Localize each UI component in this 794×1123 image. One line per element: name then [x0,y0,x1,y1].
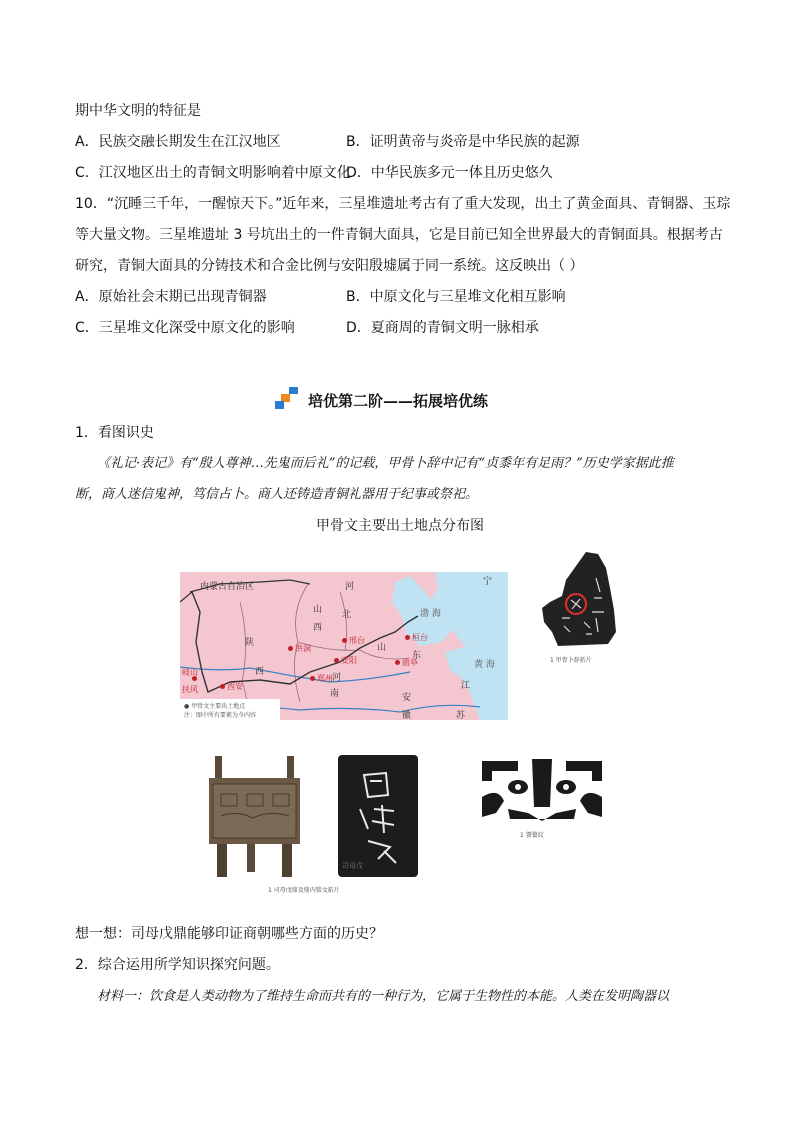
map-dot-qufu [395,660,400,665]
map-region-henan-1: 河 [332,673,342,683]
map-region-ning: 宁 [483,577,493,587]
inscription-glyphs [338,755,418,877]
map-city-qufu: 曲阜 [402,658,418,667]
ding-caption: 1 司母戊鼎及鼎内铭文拓片 [268,887,340,894]
map-region-shaanxi-1: 陕 [245,638,255,648]
q1-paragraph-1: 《礼记·表记》有“殷人尊神…先鬼而后礼”的记载，甲骨卜辞中记有“贞黍年有足雨？”历史学家据此推 [97,456,674,471]
oracle-caption: 1 甲骨卜辞拓片 [550,657,592,664]
q10-line-1: 10．“沉睡三千年，一醒惊天下。”近年来，三星堆遗址考古有了重大发现，出土了黄金面具、青铜器、玉琮 [75,196,731,212]
map-region-jiangsu-2: 苏 [456,711,466,720]
map-dot-xingtai [342,638,347,643]
q9-option-c: C．江汉地区出土的青铜文明影响着中原文化 [75,165,351,181]
map-sea-huanghai: 黄 海 [474,660,495,670]
map-region-hebei-he: 河 [345,582,355,592]
map-dot-xian [220,684,225,689]
map-sea-bohai: 渤 海 [420,609,441,619]
map-region-shanxi-1: 山 [313,605,323,615]
map-region-hebei-north: 北 [342,610,352,620]
q10-line-2: 等大量文物。三星堆遗址 3 号坑出土的一件青铜大面具，它是目前已知全世界最大的青铜面具。根据考古 [75,227,723,243]
map-city-fufeng: 扶风 [182,685,198,694]
map-region-shandong-2: 东 [412,651,422,661]
map-graphics [180,572,508,720]
map-region-henan-2: 南 [330,689,340,699]
taotie-pattern [478,757,606,825]
map-city-qishan: 岐山 [182,668,198,677]
map-region-shandong-1: 山 [377,643,387,653]
section-title: 培优第二阶——拓展培优练 [308,392,489,410]
q9-option-a: A．民族交融长期发生在江汉地区 [75,134,281,150]
map-dot-anyang [334,658,339,663]
q1-heading: 1．看图识史 [75,425,154,441]
q2-heading: 2．综合运用所学知识探究问题。 [75,957,280,973]
q10-option-d: D．夏商周的青铜文明一脉相承 [346,320,539,336]
q9-option-b: B．证明黄帝与炎帝是中华民族的起源 [346,134,580,150]
q9-stem-tail: 期中华文明的特征是 [75,103,201,119]
map-city-zhengzhou: 郑州 [317,674,333,683]
q10-option-b: B．中原文化与三星堆文化相互影响 [346,289,566,305]
map-region-anhui-2: 徽 [402,711,412,720]
map-city-anyang: 安阳 [341,656,357,665]
taotie-shape [478,757,606,825]
map-legend-2: 注：图中所有要素为今内容 [184,712,257,719]
map-region-anhui-1: 安 [402,693,412,703]
map-dot-hongdong [288,646,293,651]
simuwu-ding-photo [207,754,302,879]
oracle-bone-shape [536,548,626,648]
map-title: 甲骨文主要出土地点分布图 [316,518,484,534]
map-legend-1: ● 甲骨文主要出土地点 [184,703,246,710]
map-dot-huantai [405,635,410,640]
map-city-huantai: 桓台 [412,633,428,642]
map-city-xian: 西安 [227,682,243,691]
q9-option-d: D．中华民族多元一体且历史悠久 [346,165,553,181]
inscription-rubbing [338,755,418,877]
map-region-shaanxi-2: 西 [255,667,265,677]
map-city-hongdong: 洪洞 [295,644,311,653]
map-dot-zhengzhou [310,676,315,681]
q10-option-c: C．三星堆文化深受中原文化的影响 [75,320,295,336]
map-region-jiangsu-1: 江 [461,681,471,691]
oracle-distribution-map [180,572,508,720]
q10-option-a: A．原始社会末期已出现青铜器 [75,289,267,305]
map-region-shanxi-2: 西 [313,623,323,633]
think-question: 想一想：司母戊鼎能够印证商朝哪些方面的历史？ [75,926,383,942]
ding-vessel [207,754,302,879]
q10-line-3: 研究，青铜大面具的分铸技术和合金比例与安阳殷墟属于同一系统。这反映出（ ） [75,258,584,274]
map-region-inner-mongolia: 内蒙古自治区 [200,582,255,592]
map-city-xingtai: 邢台 [349,636,365,645]
inscription-text: 司母戊 [342,862,363,870]
taotie-caption: 1 饕餮纹 [520,832,544,839]
section-squares-icon [275,385,301,411]
oracle-bone-rubbing [536,548,626,648]
section-header [275,385,535,415]
q1-paragraph-2: 断，商人迷信鬼神，笃信占卜。商人还铸造青铜礼器用于纪事或祭祀。 [75,487,479,502]
q2-material-1: 材料一：饮食是人类动物为了维持生命而共有的一种行为，它属于生物性的本能。人类在发明陶器以 [97,989,670,1004]
